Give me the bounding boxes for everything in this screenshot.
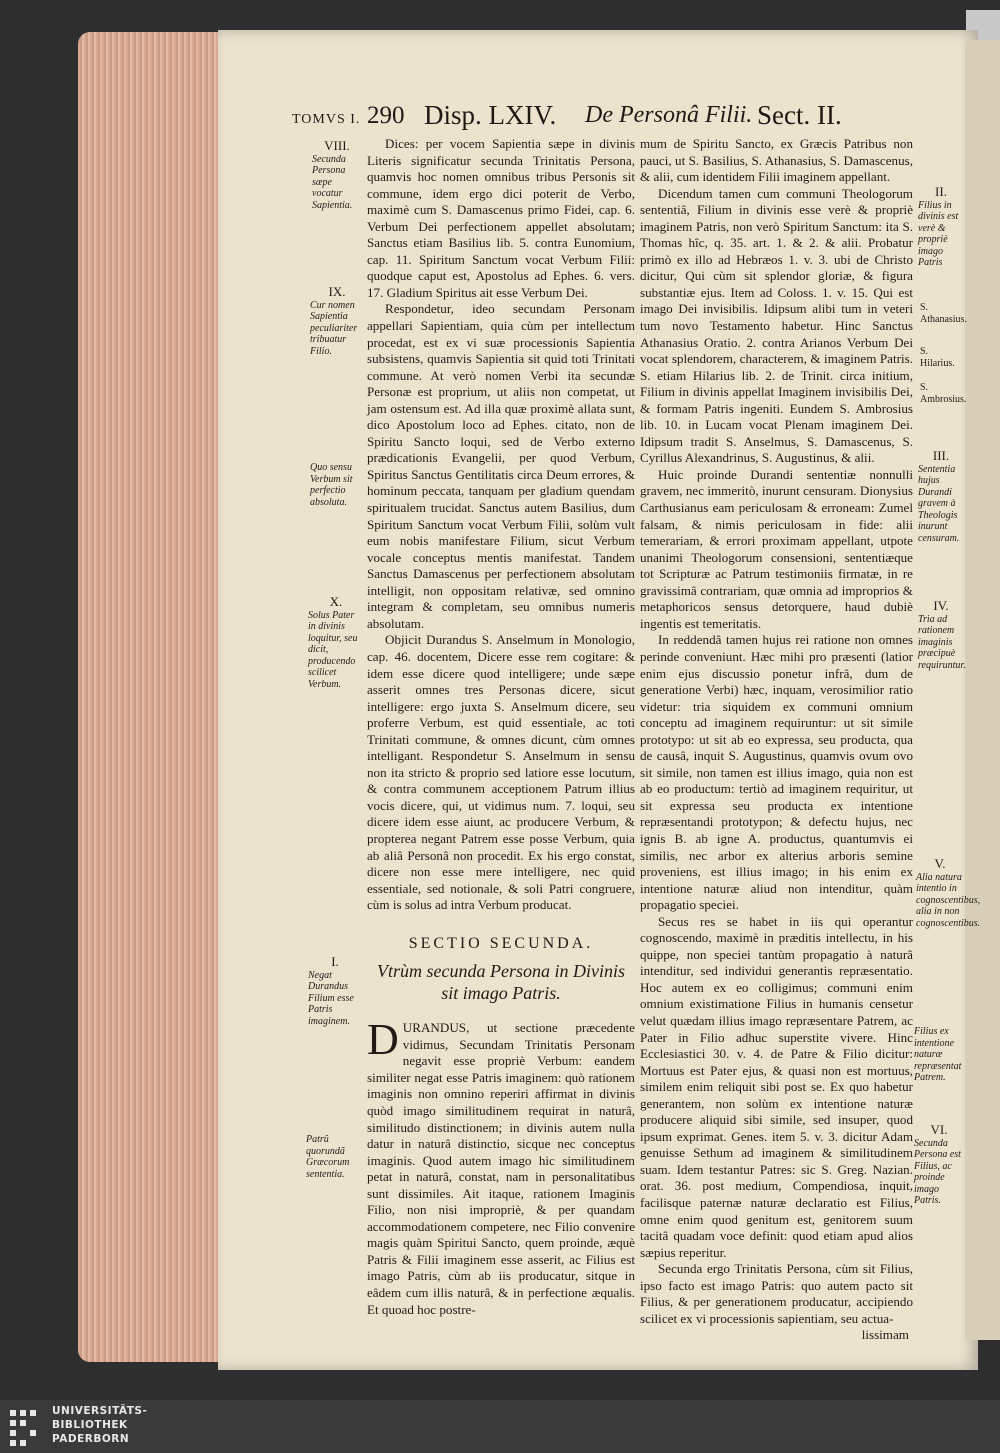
margin-note-left-6: Patrû quorundã Græcorum sententia. <box>306 1134 350 1180</box>
margin-note-right-8: Filius ex intentione naturæ repræsentat Patrem. <box>914 1026 962 1083</box>
margin-note-right-2: S. Athanasius. <box>920 302 967 325</box>
paragraph: Huic proinde Durandi sententiæ nonnulli gravem, nec immeritò, inurunt censuram. Dionysius Carthusianus eam periculosam & erroneam: Zumel falsam, & nimis periculosam in fide: alii temerariam, & errori proximam appellant, utpote unanimi Theologorum consensioni, sententiæque tot Scripturæ ac Patrum testimoniis firmatæ, in re gravissimâ contrariam, quæ omnia ad improprios & metaphoricos sensus detorquere, haud dubiè ingentis est temeritatis. <box>640 466 913 631</box>
margin-note-right-7: V. Alia natura intentio in cognoscentibus, alia in non cognoscentibus. <box>916 856 981 929</box>
paragraph: Secunda ergo Trinitatis Persona, cùm sit Filius, ipso facto est imago Patris: quo autem pacto sit Filius, & per generationem producatur, accipiendo scilicet ex vi processionis sapientiam, seu actua- <box>640 1261 913 1326</box>
margin-note-right-1: II. Filius in divinis est verè & propriè imago Patris <box>918 184 959 268</box>
drop-cap: D <box>367 1015 399 1065</box>
header-section: Sect. II. <box>757 100 842 130</box>
page-number: 290 <box>367 102 405 129</box>
margin-note-right-3: S. Hilarius. <box>920 346 955 369</box>
margin-note-left-2: IX. Cur nomen Sapientia peculiariter tribuatur Filio. <box>310 284 358 357</box>
paragraph: DURANDUS, ut sectione præcedente vidimus, Secundam Trinitatis Personam negavit esse propriè Verbum: eandem similiter negat esse Patris imaginem: quò rationem imaginis non omnino reperiri affirmat in divinis quòd imago similitudinem requirat in naturâ, similitudo distinctionem; in divinis autem nulla datur in naturâ distinctio, sicque nec conceptus imaginis. Quod autem imago hic similitudinem petat in naturâ, constat, nam in personalitatibus sunt dissimiles. Ait itaque, rationem Imaginis Filio, non nisi impropriè, & per quandam accommodationem competere, nec Filio convenire magis quàm Spiritui Sancto, quem proinde, æquè Patris & Filii imaginem esse asserit, ac Filius est imago Patris, cùm ab iis producatur, sitque in eâdem cum illis naturâ, & in perfectione æqualis. Et quoad hoc postre- <box>367 1015 635 1317</box>
paragraph: Dicendum tamen cum communi Theologorum sententiâ, Filium in divinis esse verè & propriè imaginem Patris, non verò Spiritum Sanctum: ita S. Thomas hîc, q. 35. art. 1. & 2. & alii. Probatur primò ex illo ad Hebræos 1. v. 3. ubi de Christo dicitur, Qui cùm sit splendor gloriæ, & figura substantiæ ejus. Item ad Coloss. 1. v. 15. Qui est imago Dei invisibilis. Idipsum alibi tum in veteri tum novo Testamento habetur. Hinc Sanctus Athanasius Oratio. 2. contra Arianos Verbum Dei vocat splendorem, characterem, & imaginem Patris. S. etiam Hilarius lib. 2. de Trinit. circa initium, Filium in divinis appellat Imaginem invisibilis Dei, & formam Patris ingeniti. Eundem S. Ambrosius lib. 10. in Lucam vocat Plenam imaginem Dei. Idipsum tradit S. Anselmus, S. Damascenus, S. Cyrillus Alexandrinus, S. Augustinus, & alii. <box>640 185 913 466</box>
margin-note-left-3: Quo sensu Verbum sit perfectio absoluta. <box>310 462 353 508</box>
margin-note-right-9: VI. Secunda Persona est Filius, ac proinde imago Patris. <box>914 1122 961 1206</box>
margin-note-right-5: III. Sententia hujus Durandi gravem à Theologis inurunt censuram. <box>918 448 960 544</box>
right-column <box>640 136 913 1344</box>
margin-note-left-4: X. Solus Pater in divinis loquitur, seu dicit, producendo scilicet Verbum. <box>308 594 358 690</box>
header-disputation: Disp. LXIV. <box>424 100 557 130</box>
paragraph: Dices: per vocem Sapientia sæpe in divinis Literis significatur secunda Trinitatis Persona, quamvis hoc nomen omnibus tribus Personis sit commune, idem ergo dici poterit de Verbo, maximè cum S. Damascenus primo Fidei, cap. 6. Verbum Dei perfectionem appellet absolutam; Sanctus etiam Basilius lib. 5. contra Eunomium, cap. 11. Spiritum Sanctum vocat Verbum Filii: quodque caput est, Apostolus ad Ephes. 6. vers. 17. Gladium Spiritus ait esse Verbum Dei. <box>367 136 635 300</box>
paragraph: Respondetur, ideo secundam Personam appellari Sapientiam, quia cùm per intellectum procedat, est ex vi suæ processionis Sapientia subsistens, quamvis Sapientia sit quid toti Trinitati commune. At verò nomen Verbi ita secundæ Personæ est proprium, ut aliis non competat, ut jam ostensum est. Ad illa quæ proximè allata sunt, dico Apostolum loco ad Ephes. citato, non de Spiritu Sancto loqui, sed de Verbo externo prædicationis Evangelii, per quod Verbum, Spiritus Sanctus Gentilitatis circa Deum errores, & hominum peccata, tanquam per gladium quendam spiritualem trucidat. Sanctus autem Basilius, dum Spiritum Sanctum vocat Verbum Filii, solùm vult eum nobis manifestare Filium, sicut Verbum vocale conceptus mentis manifestat. Tandem Sanctus Damascenus per perfectionem absolutam intelligit, non oppositam relativæ, sed omnino integram & completam, seu omnibus numeris absolutam. <box>367 301 635 631</box>
left-column <box>367 136 635 1318</box>
paragraph: Objicit Durandus S. Anselmum in Monologio, cap. 46. docentem, Dicere esse rem cogitare: & idem esse dicere quod intelligere; unde sæpe asserit omnes tres Personas dicere, sicut intelligere: ergo juxta S. Anselmum dicere, seu proferre Verbum, est quid essentiale, ac toti Trinitati commune, & omnes dicunt, cùm omnes intelligant. Respondetur S. Anselmum in sensu non ita stricto & proprio sed latiore esse locutum, & contra communem acceptionem Patrum illius vocis dicere, qui, ut vidimus num. 7. loqui, seu dicere idem esse aiunt, ac producere Verbum, & propterea negant Patrem esse posse Verbum, quia ab aliâ Personâ non procedit. Ex his ergo constat, dicere non esse mere intelligere, nec quid essentiale, sed notionale, & soli Patri congruere, cùm is solus ad intra Verbum producat. <box>367 632 635 913</box>
paragraph: In reddendâ tamen hujus rei ratione non omnes perinde conveniunt. Hæc mihi pro præsenti (latior enim ejus discussio ponetur infrâ, dum de generatione Verbi) hæc, inquam, verosimilior ratio videtur: tria siquidem ex communi omnium conceptu ad imaginem requiruntur: ut sit simile prototypo: ut sit ab eo expressa, seu producta, qua de causâ, inquit S. Augustinus, quamvis ovum ovo sit simile, non tamen est illius imago, quia non est ab eo productum: tertiò ad imaginem requiritur, ut sit expressa seu producta ex intentione repræsentandi prototypon; & defectu hujus, nec ignis B. ab igne A. productus, quantumvis ei similis, nec arbor ex alterius arboris semine proveniens, est illius imago; in his enim ex intentione naturæ aliud non intenditur, quàm propagatio speciei. <box>640 632 913 913</box>
library-name: UNIVERSITÄTS- BIBLIOTHEK PADERBORN <box>52 1405 148 1445</box>
paragraph: mum de Spiritu Sancto, ex Græcis Patribus non pauci, ut S. Basilius, S. Athanasius, S. Damascenus, & alii, cum identidem Filii imaginem appellant. <box>640 136 913 185</box>
margin-note-left-5: I. Negat Durandus Filium esse Patris imaginem. <box>308 954 354 1027</box>
page-edges <box>78 32 228 1362</box>
header-tomus: TOMVS I. <box>292 112 361 127</box>
library-logo-icon <box>8 1408 46 1448</box>
catchword: lissimam <box>861 1327 909 1343</box>
section-question: Vtrùm secunda Persona in Divinis sit imago Patris. <box>377 961 625 1004</box>
section-heading: SECTIO SECUNDA. <box>408 934 594 952</box>
paragraph: Secus res se habet in iis qui operantur cognoscendo, maximè in præditis intellectu, in his quippe, non speciei tantùm propagatio à naturâ intenditur, sed individui generantis repræsentatio. Hoc autem ex eo colligimus; communi enim omnium existimatione Filius in humanis censetur velut quædam illius imago repræsentare Patrem, ac Pater in Filio adhuc superstite vivere. Hinc Ecclesiastici 30. v. 4. de Patre & Filio dicitur: Mortuus est Pater ejus, & quasi non est mortuus, similem enim reliquit sibi post se. Ex quo habetur generantem, non solùm ex intentione naturæ producere aliquid sibi simile, sed insuper, quod ipsum exprimat. Genes. item 5. v. 3. dicitur Adam genuisse Sethum ad imaginem & similitudinem suam. Idem testantur Patres: sic S. Greg. Nazian. orat. 36. post medium, Compendiosa, inquit, facilisque paternæ naturæ declaratio est Filius, omne enim quod genitum est, genitorem suum tacitâ quadam voce definit: quod etiam apud alios sæpius reperitur. <box>640 913 913 1260</box>
margin-note-right-6: IV. Tria ad rationem imaginis præcipuè requiruntur. <box>918 598 966 671</box>
running-header <box>0 98 1000 134</box>
facing-page-edge <box>965 40 1000 1340</box>
margin-note-right-4: S. Ambrosius. <box>920 382 967 405</box>
margin-note-left-1: VIII. Secunda Persona sæpe vocatur Sapientia. <box>312 138 353 211</box>
library-footer <box>0 1400 1000 1453</box>
header-title: De Personâ Filii. <box>585 102 753 128</box>
